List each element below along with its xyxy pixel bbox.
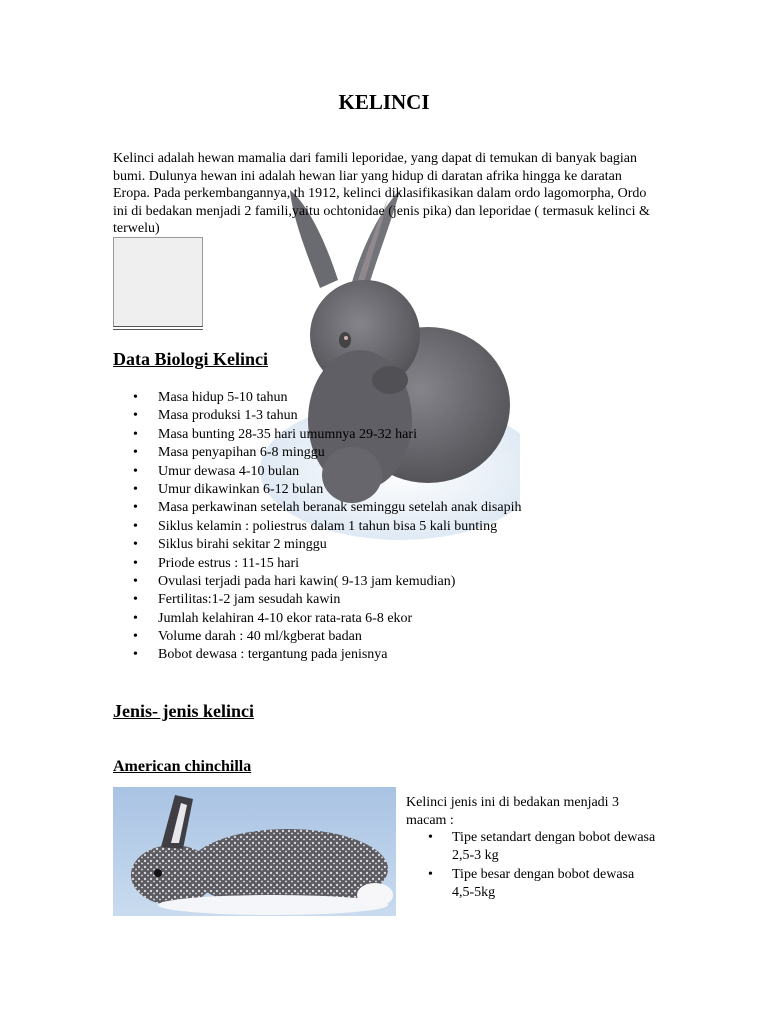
list-item: • Masa perkawinan setelah beranak seminggu setelah anak disapih	[113, 499, 521, 517]
biology-list	[113, 389, 521, 665]
list-item: • Ovulasi terjadi pada hari kawin( 9-13 jam kemudian)	[113, 573, 521, 591]
chinchilla-description: Kelinci jenis ini di bedakan menjadi 3 macam :	[406, 795, 620, 828]
list-item: • Volume darah : 40 ml/kgberat badan	[113, 628, 521, 646]
list-item: • Tipe setandart dengan bobot dewasa 2,5-3 kg	[406, 829, 656, 864]
list-item: • Masa hidup 5-10 tahun	[113, 389, 521, 407]
list-item: • Jumlah kelahiran 4-10 ekor rata-rata 6-8 ekor	[113, 610, 521, 628]
image-placeholder	[113, 237, 203, 327]
chinchilla-list	[406, 829, 656, 903]
list-item: • Fertilitas:1-2 jam sesudah kawin	[113, 591, 521, 609]
divider	[113, 329, 203, 330]
list-item: • Priode estrus : 11-15 hari	[113, 555, 521, 573]
intro-paragraph: Kelinci adalah hewan mamalia dari famili leporidae, yang dapat di temukan di banyak bagian bumi. Dulunya hewan ini adalah hewan liar yang hidup di daratan afrika hingga ke daratan Eropa. Pada perkembangannya, th 1912, kelinci diklasifikasikan dalam ordo lagomorpha, Ordo ini di bedakan menjadi 2 famili,yaitu ochtonidae (jenis pika) dan leporidae ( termasuk kelinci & terwelu)	[113, 151, 650, 237]
list-item: • Masa bunting 28-35 hari umumnya 29-32 hari	[113, 426, 521, 444]
biology-heading: Data Biologi Kelinci	[113, 349, 268, 369]
list-item: • Bobot dewasa : tergantung pada jenisnya	[113, 646, 521, 664]
list-item: • Umur dewasa 4-10 bulan	[113, 463, 521, 481]
chinchilla-heading: American chinchilla	[113, 758, 252, 775]
list-item: • Umur dikawinkan 6-12 bulan	[113, 481, 521, 499]
document-title: KELINCI	[338, 90, 430, 114]
list-item: • Siklus kelamin : poliestrus dalam 1 tahun bisa 5 kali bunting	[113, 518, 521, 536]
types-heading: Jenis- jenis kelinci	[113, 701, 255, 721]
list-item: • Masa produksi 1-3 tahun	[113, 407, 521, 425]
list-item: • Masa penyapihan 6-8 minggu	[113, 444, 521, 462]
divider	[113, 326, 203, 327]
list-item: • Tipe besar dengan bobot dewasa 4,5-5kg	[406, 866, 656, 901]
list-item: • Siklus birahi sekitar 2 minggu	[113, 536, 521, 554]
chinchilla-rabbit-photo	[113, 787, 396, 916]
